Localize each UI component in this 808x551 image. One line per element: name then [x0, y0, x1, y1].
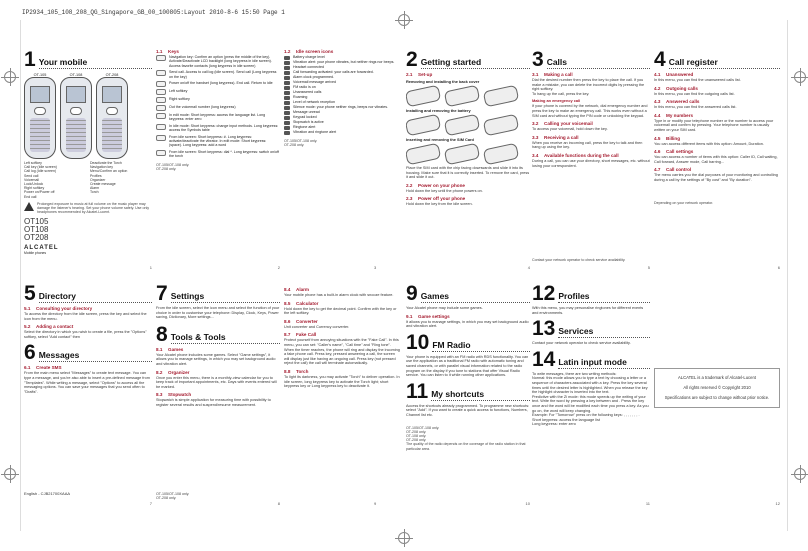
text-block: OT105: [24, 217, 49, 227]
text-block: From the idle screen, select the icon menu and select the function of your choice in order to customise your telephone: Display, Clock, Keys, Power saving, Dictionary, More settings...: [156, 306, 280, 320]
text-block: Profiles: [558, 291, 650, 303]
vibration-icon: [284, 61, 290, 65]
text-block: Short keypress: access the language list: [532, 417, 600, 422]
voicemail-key-icon: [156, 105, 166, 111]
lock-icon: [284, 116, 290, 120]
text-block: Prolonged exposure to music at full volume on the music player may damage the listener's hearing. Set your phone volume safely. Use only headphones recommended by Alcatel-Lucent.: [37, 201, 150, 215]
text-block: 4.7: [654, 167, 661, 173]
missed-call-icon: [284, 91, 290, 95]
panel-directory-messages: [24, 284, 152, 508]
text-block: 1: [24, 50, 36, 71]
text-block: Games: [168, 346, 184, 352]
text-block: 4: [654, 50, 666, 71]
text-block: Installing and removing the battery: [406, 108, 471, 113]
text-block: OT-105/OT-108 only.: [284, 139, 318, 143]
torch-key-icon: [156, 150, 166, 156]
text-block: 6: [24, 341, 36, 365]
text-block: In idle mode: Short keypress: change input methods. Long keypress: access the Symbols table: [169, 123, 279, 133]
text-block: Calls: [547, 57, 650, 69]
text-block: 4.6: [654, 149, 661, 155]
phone-image: [60, 77, 92, 159]
text-block: 8.6: [284, 318, 291, 324]
text-block: To hang up the call, press the key.: [532, 91, 590, 96]
text-block: 10: [406, 330, 430, 354]
panel-games-radio: [406, 284, 530, 508]
end-key-icon: [156, 81, 166, 87]
text-block: Making a call: [544, 72, 573, 77]
text-block: FM Radio: [432, 340, 530, 352]
text-block: 5.1: [24, 306, 31, 311]
text-block: To write messages, there are two writing methods:: [532, 371, 617, 376]
text-block: 14: [532, 347, 556, 371]
text-block: 5.2: [24, 324, 31, 330]
print-header: IP2934_105_108_208_QG_Singapore_GB_00_100805:Layout 2010-8-6 15:50 Page 1: [22, 9, 285, 16]
text-block: Call settings: [666, 149, 694, 155]
text-block: Specifications are subject to change without prior notice.: [664, 395, 770, 400]
text-block: 1.2: [284, 49, 291, 54]
crop-mark: [4, 468, 16, 480]
trim-line: [787, 20, 788, 531]
ring-vibrate-icon: [284, 131, 290, 135]
text-block: 9: [406, 284, 418, 305]
text-block: Navigation key: Confirm an option (press the middle of the key). Activate/Deactivate LCD backlight (long keypress in idle screen). Access favorite contacts (long keypress in idle screen): [169, 55, 272, 68]
phone-model: [24, 73, 56, 159]
text-block: Headset connected: [293, 65, 324, 69]
text-block: Power on your phone: [418, 182, 465, 188]
text-block: Set-up: [418, 72, 433, 77]
text-block: Hold down the key to get the decimal point. Confirm with the key or the left softkey.: [284, 306, 397, 316]
zero-key-icon: [156, 113, 166, 119]
phone-model: [60, 73, 92, 159]
left-softkey-icon: [156, 89, 166, 95]
text-block: 3: [532, 50, 544, 71]
panel-call-register: [654, 50, 780, 272]
text-block: 4.5: [654, 135, 661, 141]
text-block: Keypad locked: [293, 115, 317, 119]
text-block: Call control: [666, 167, 692, 173]
text-block: 4.1: [654, 72, 661, 77]
text-block: Right softkey: [24, 186, 45, 191]
voicemail-icon: [284, 81, 290, 85]
text-block: With this menu, you may personalise ringtones for different events and environments.: [532, 306, 644, 315]
text-block: OT-108: [69, 73, 83, 77]
silent-icon: [284, 106, 290, 110]
text-block: To access the directory from the idle screen, press the key and select the icon from the menu.: [24, 312, 147, 321]
text-block: Torch: [90, 190, 99, 195]
text-block: OT-208 only.: [406, 438, 427, 443]
text-block: 8.3: [156, 392, 163, 398]
panel-tools-continued: [284, 284, 400, 508]
text-block: Left softkey: [169, 89, 188, 94]
text-block: Keys: [168, 49, 179, 54]
text-block: OT-208 only.: [406, 429, 427, 434]
text-block: Getting started: [421, 57, 530, 69]
text-block: Call log (Idle screen): [24, 169, 57, 174]
crop-mark: [794, 71, 806, 83]
text-block: 2: [277, 265, 280, 270]
star-key-icon: [156, 124, 166, 130]
text-block: Directory: [39, 291, 152, 303]
text-block: Lock/Unlock: [24, 182, 44, 187]
text-block: Organizer: [90, 177, 106, 182]
text-block: 3.4: [532, 152, 539, 158]
text-block: English - CJB21700XAAA: [24, 491, 71, 496]
text-block: Available functions during the call: [544, 152, 619, 158]
text-block: Dial the desired number then press the key to place the call. If you make a mistake, you can delete the incorrect digits by pressing the right softkey.: [532, 78, 645, 92]
text-block: Latin input mode: [558, 357, 650, 369]
send-key-icon: [156, 70, 166, 76]
radio-icon: [284, 86, 290, 90]
text-block: My shortcuts: [431, 389, 530, 401]
section-heading: [284, 49, 400, 54]
text-block: Alarm: [296, 287, 310, 292]
text-block: In edit mode: Short keypress: access the language list. Long keypress: enter zero: [169, 113, 266, 122]
text-block: Normal: this mode allows you to type a text by choosing a letter or a sequence of characters associated with a key. Press the key several times until the desired letter is highlighted. When you release the key the highlight character is inserted into the text.: [532, 376, 648, 395]
text-block: 9: [374, 501, 377, 506]
text-block: Messages: [39, 350, 152, 362]
text-block: Place the SIM card with the chip facing downwards and slide it into its housing. Make sure that it is correctly inserted. To remove the card, press it and slide it out.: [406, 166, 530, 180]
text-block: 12: [775, 501, 780, 506]
text-block: Your mobile phone has a built-in alarm clock with snooze feature.: [284, 293, 394, 297]
panel-profiles-services-input: [532, 284, 650, 508]
headset-icon: [284, 66, 290, 70]
back-cover-illustration: [406, 88, 530, 104]
text-block: It allows you to manage settings, in which you may set background audio and vibration alert.: [406, 319, 529, 329]
text-block: Answered calls: [666, 99, 700, 105]
right-softkey-icon: [156, 97, 166, 103]
text-block: 12: [532, 284, 556, 305]
text-block: 8.8: [284, 368, 291, 374]
text-block: Outgoing calls: [666, 85, 698, 91]
text-block: Level of network reception: [293, 100, 335, 104]
text-block: Stopwatch is active: [293, 120, 324, 124]
text-block: To access your voicemail, hold down the key.: [532, 127, 608, 132]
text-block: Vibration and ringtone alert: [293, 130, 337, 134]
illustration: [483, 143, 520, 166]
text-block: The quality of the radio depends on the coverage of the radio station in that particular area.: [406, 442, 526, 451]
text-block: Idle screen icons: [296, 49, 334, 54]
text-block: 3.3: [532, 134, 539, 140]
phone-image: [96, 77, 128, 159]
text-block: OT-208: [105, 73, 119, 77]
text-block: Call forwarding activated: your calls are forwarded.: [293, 70, 374, 74]
text-block: Tools & Tools: [171, 332, 280, 344]
panel-idle-icons: [284, 46, 400, 272]
battery-icon: [284, 56, 290, 60]
text-block: 8: [277, 501, 280, 506]
text-block: Voicemail: [24, 177, 39, 182]
alarm-icon: [284, 76, 290, 80]
crop-mark: [398, 14, 410, 26]
text-block: Inserting and removing the SIM Card: [406, 137, 474, 142]
message-icon: [284, 111, 290, 115]
illustration: [406, 85, 441, 108]
text-block: Long keypress: enter zero: [532, 422, 576, 427]
text-block: In this menu, you can find the unanswered calls list.: [654, 78, 741, 82]
text-block: Message unread: [293, 110, 320, 114]
text-block: 2: [406, 50, 418, 71]
text-block: Converter: [296, 318, 318, 324]
text-block: 13: [532, 317, 556, 341]
text-block: Mobile phones: [24, 251, 47, 256]
text-block: End call: [24, 194, 37, 199]
text-block: OT-208 only.: [284, 143, 305, 148]
text-block: 3.2: [532, 121, 539, 127]
text-block: Calculator: [296, 300, 319, 306]
text-block: OT108: [24, 225, 49, 235]
text-block: Your Alcatel phone may include some games.: [406, 306, 483, 310]
text-block: In this menu, you can find the outgoing calls list.: [654, 91, 735, 96]
text-block: 5: [24, 284, 36, 305]
text-block: Calling your voicemail: [544, 121, 593, 127]
text-block: You can access different items with this option: Amount, Duration.: [654, 141, 764, 146]
text-block: OT-105: [33, 73, 47, 77]
text-block: Contact your network operator to check service availability.: [532, 341, 631, 346]
roaming-icon: [284, 96, 290, 100]
crop-mark: [794, 468, 806, 480]
text-block: 8.2: [156, 369, 163, 375]
text-block: Contact your network operator to check service availability.: [532, 257, 626, 262]
text-block: If your phone is covered by the network, dial emergency number and press the key to make an emergency call. This works even without a SIM card and without typing the PIN code or unlocking the keypad.: [532, 104, 648, 118]
text-block: Services: [558, 326, 650, 338]
illustration: [406, 143, 441, 166]
crop-mark: [398, 532, 410, 544]
text-block: Depending on your network operator.: [654, 200, 714, 205]
text-block: Vibration alert: your phone vibrates, but neither rings nor beeps.: [293, 60, 395, 64]
text-block: Left softkey: [24, 161, 42, 165]
text-block: To light its darkness, you may activate "Torch" to deliver operation. In idle screen, long keypress key to activate the Torch light; short keypress key or Long keypress key to deactivate it.: [284, 374, 400, 389]
text-block: Unanswered calls: [293, 90, 322, 94]
hearing-warning: [24, 202, 152, 215]
text-block: Power off your phone: [418, 196, 466, 202]
text-block: Alarm clock programmed.: [293, 75, 334, 79]
text-block: Access the shortcuts already programmed. To programme new shortcuts: select "Add". If you want to create a quick access to functions, Numbers, Channel list etc.: [406, 403, 530, 417]
navigation-key-icon: [156, 55, 166, 61]
text-block: 6.1: [24, 365, 31, 371]
text-block: During a call, you can use your directory, short messages, etc. without losing your correspondent.: [532, 158, 650, 168]
text-block: 11: [406, 379, 429, 403]
text-block: You can access a number of items with this option: Caller ID, Call waiting, Call forward, Answer mode, Call barring...: [654, 155, 778, 164]
panel-calls: [532, 50, 650, 272]
section-heading: [156, 49, 280, 54]
text-block: 4.2: [654, 85, 661, 91]
text-block: Stopwatch: [168, 392, 192, 398]
text-block: 9.1: [406, 313, 413, 319]
text-block: From idle screen: Short keypress: dial *. Long keypress: switch on/off the torch: [169, 149, 279, 159]
text-block: 8.5: [284, 300, 291, 306]
panel-keys: [156, 46, 280, 272]
battery-illustration: [406, 117, 530, 133]
panel-your-mobile: [24, 50, 152, 272]
text-block: 8: [156, 322, 168, 346]
text-block: Adding a contact: [36, 324, 74, 330]
text-block: 8.1: [156, 346, 163, 352]
text-block: 11: [645, 501, 650, 506]
text-block: Menu/Confirm an option: [90, 169, 128, 174]
signal-icon: [284, 101, 290, 105]
text-block: Protect yourself from annoying situations with the "Fake Call". In this menu, you can set: "Caller's name", "Call time" and "Ring tone". When the timer reaches, the phone will ring and display the incoming a fake phone call. Press key, pressed answering a call, the screen will display just like having an ongoing call. Press key (not pressed reject the call) the call will terminate automatically.: [284, 338, 400, 366]
phone-illustrations: [24, 73, 152, 159]
text-block: Once you enter this menu, there is a monthly-view calendar for you to keep track of important appointments, etc. Days with events entered will be marked.: [156, 375, 277, 389]
text-block: Unanswered: [666, 72, 694, 77]
text-block: In this menu, you can find the answered calls list.: [654, 105, 737, 110]
call-forward-icon: [284, 71, 290, 75]
text-block: 8.4: [284, 287, 291, 292]
text-block: Power on/off the handset (long keypress). End call. Return to idle: [169, 81, 273, 86]
text-block: Consulting your directory: [36, 306, 93, 311]
text-block: Torch: [296, 368, 309, 374]
illustration: [406, 114, 441, 137]
text-block: Hold down the key until the phone powers on.: [406, 188, 483, 193]
key-legend: [24, 161, 152, 199]
text-block: Receiving a call: [544, 134, 579, 140]
text-block: Right softkey: [169, 97, 190, 102]
text-block: My numbers: [666, 112, 694, 118]
text-block: Settings: [171, 291, 280, 303]
text-block: 10: [525, 501, 530, 506]
text-block: Deactivate the Torch: [90, 161, 122, 165]
ringtone-icon: [284, 126, 290, 130]
text-block: Removing and installing the back cover: [406, 79, 480, 84]
panel-legal: [654, 284, 780, 508]
phone-model: [96, 73, 128, 159]
text-block: Ringtone alert: [293, 125, 316, 129]
text-block: Hold down the key from the idle screen.: [406, 202, 473, 207]
text-block: OT-105/OT-108 only.: [156, 162, 190, 167]
text-block: 4.3: [654, 99, 661, 105]
trademark-box: [654, 368, 780, 408]
trim-line: [20, 20, 21, 531]
model-list: [24, 218, 152, 242]
text-block: Create SMS: [36, 365, 62, 371]
text-block: 1.1: [156, 49, 163, 54]
text-block: Billing: [666, 135, 681, 141]
illustration: [444, 85, 481, 108]
text-block: Voicemail message arrived: [293, 80, 336, 84]
text-block: 3.1: [532, 72, 539, 77]
text-block: Your Alcatel phone includes some games. Select "Game settings", it allows you to manage settings, in which you may set background audio and vibration alert.: [156, 352, 276, 366]
text-block: The menu carries you the dial purposes of your monitoring and controlling during a call by the settings of "By cost" and "By duration".: [654, 173, 778, 182]
text-block: Call register: [669, 57, 780, 69]
sim-illustration: [406, 146, 530, 162]
text-block: 2.3: [406, 196, 413, 202]
text-block: Roaming: [293, 95, 308, 99]
illustration: [444, 143, 481, 166]
text-block: 4: [527, 265, 530, 270]
text-block: Send call: [24, 173, 39, 178]
text-block: 8.7: [284, 332, 291, 338]
illustration: [444, 114, 481, 137]
text-block: OT-208 only.: [156, 495, 177, 500]
panel-getting-started: [406, 50, 530, 272]
text-block: OT-108 only.: [406, 433, 427, 438]
text-block: ALCATEL is a trademark of Alcatel-Lucent: [678, 375, 756, 380]
text-block: Call key (Idle screen): [24, 165, 57, 170]
text-block: OT-208 only.: [156, 166, 177, 171]
crop-mark: [4, 71, 16, 83]
chapter-heading: [24, 50, 152, 69]
phone-image: [24, 77, 56, 159]
illustration: [483, 114, 520, 137]
text-block: Silence mode: your phone neither rings, beeps nor vibrates.: [293, 105, 389, 109]
hash-key-icon: [156, 135, 166, 141]
text-block: Your mobile: [39, 57, 152, 69]
text-block: 5: [647, 265, 650, 270]
text-block: Organizer: [168, 369, 190, 375]
text-block: 2.2: [406, 182, 413, 188]
text-block: 4.4: [654, 112, 661, 118]
text-block: 1: [149, 265, 152, 270]
text-block: Fake Call: [296, 332, 317, 338]
brand-logo: ALCATEL: [24, 245, 59, 252]
text-block: Predictive with the Zi mode: this mode speeds up the writing of your text. Write the word by pressing a key between and . Press the key once and the word will be modified each time you press a key. As you go on, the word will keep changing.: [532, 394, 649, 413]
panel-settings-tools: [156, 284, 280, 508]
text-block: Select the directory in which you wish to create a file, press the "Options" softkey, select "Add contact" then: [24, 330, 147, 339]
text-block: Navigation key: [90, 165, 113, 170]
text-block: Alarm: [90, 186, 100, 191]
text-block: OT208: [24, 233, 49, 243]
text-block: When you receive an incoming call, press the key to talk and then hang up using the key.: [532, 140, 643, 150]
text-block: All rights reserved © Copyright 2010: [683, 385, 751, 390]
stopwatch-icon: [284, 121, 290, 125]
text-block: Create message: [90, 182, 116, 187]
text-block: Type in or modify your telephone number or the number to access your voicemail and confirm by pressing. Your telephone number is usually written on your SIM card.: [654, 118, 774, 132]
text-block: FM radio is on: [293, 85, 316, 89]
text-block: Your phone is equipped with an FM radio with RDS functionality. You can use the application as a traditional FM radio with automatic tuning and saved channels, or with parallel visual information related to the radio program on the display if you tune to stations that offer Visual Radio service. You can listen to it while running other applications.: [406, 354, 529, 378]
text-block: Example: For "Tomorrow" press on the following keys: , , , , , , , .: [532, 413, 640, 418]
text-block: Unit converter and Currency converter.: [284, 324, 350, 329]
illustration: [483, 85, 520, 108]
text-block: Game settings: [418, 313, 450, 319]
text-block: Out the voicemail number (long keypress): [169, 105, 236, 110]
text-block: Profiles: [90, 173, 102, 178]
text-block: 6: [777, 265, 780, 270]
text-block: 3: [374, 265, 377, 270]
text-block: Send call. Access to call log (idle screen). Send call (Long keypress on the key): [169, 70, 277, 79]
text-block: 7: [156, 284, 168, 305]
text-block: OT-105/OT-108 only.: [406, 425, 440, 430]
text-block: Games: [421, 291, 530, 303]
text-block: Making an emergency call: [532, 98, 581, 104]
text-block: 2.1: [406, 72, 413, 77]
text-block: OT-105/OT-108 only.: [156, 491, 190, 496]
text-block: Stopwatch is simple application for measuring time with possibility to register several results and suspend/resume measurement.: [156, 398, 271, 407]
text-block: 7: [149, 501, 152, 506]
text-block: From idle screen: Short keypress: #. Long keypress: activate/deactivate the vibrator. In edit mode: Short keypress: (space). Long keypress: add a word: [169, 134, 267, 148]
text-block: From the main menu select "Messages" to create text message. You can type a message, and you're also able to insert a pre-defined message from "Templates". While writing a message, select "Options" to access all the messaging options. You can save your messages that you send often to "Drafts".: [24, 371, 150, 394]
warning-icon: [24, 202, 34, 211]
text-block: Power on/Power off: [24, 190, 55, 195]
text-block: Battery charge level: [293, 55, 325, 59]
